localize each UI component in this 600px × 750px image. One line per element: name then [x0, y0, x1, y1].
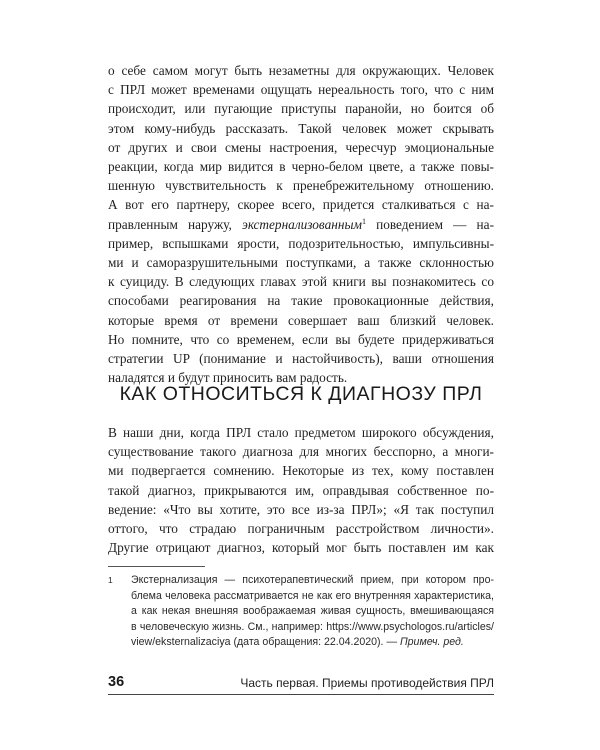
text-line: наладятся и будут приносить вам радость. — [108, 370, 348, 386]
section-heading: КАК ОТНОСИТЬСЯ К ДИАГНОЗУ ПРЛ — [119, 383, 483, 405]
text-line-with-footnote-ref — [108, 215, 494, 234]
running-title: Часть первая. Приемы противодействия ПРЛ — [240, 676, 494, 690]
text-line: В наши дни, когда ПРЛ стало предметом широкого обсуждения, — [108, 425, 494, 440]
footnote-mark: 1 — [108, 575, 113, 585]
text-line: существование такого диагноза для многих бесспорно, а многи- — [108, 444, 494, 460]
text-line: о себе самом могут быть незаметны для окружающих. Человек — [108, 63, 494, 78]
text-fragment: правленным наружу, — [108, 216, 242, 232]
footnote-line: Экстернализация — психотерапевтический прием, при котором про- — [131, 574, 494, 586]
footnote-reference: 1 — [361, 216, 366, 226]
body-paragraph-1 — [108, 61, 494, 387]
editor-note: Примеч. ред. — [399, 636, 464, 649]
body-paragraph-2 — [108, 423, 494, 557]
text-line: стратегии UP (понимание и настойчивость), ваши отношения — [108, 351, 494, 367]
text-fragment: поведением — на- — [365, 216, 495, 232]
text-line: Но помните, что со временем, если вы будете придерживаться — [108, 331, 494, 347]
text-line: ведение: «Что вы хотите, это все из-за ПРЛ»; «Я так поступил — [108, 501, 494, 517]
text-line: этом кому-нибудь рассказать. Такой человек может скрывать — [108, 120, 494, 136]
footnote-line: а как некая внешняя воображаемая живая сущность, вмешивающаяся — [131, 605, 494, 618]
text-line: А вот его партнеру, скорее всего, придется сталкиваться с на- — [108, 197, 494, 213]
text-line: к суициду. В следующих главах этой книги вы познакомитесь со — [108, 274, 494, 290]
emphasized-term: экстернализованным — [241, 216, 362, 232]
text-line: шенную чувствительность к пренебрежительному отношению. — [108, 178, 494, 194]
footnote-fragment: view/eksternalizaciya (дата обращения: 22.04.2020). — — [131, 636, 400, 649]
page-number: 36 — [108, 674, 125, 690]
footnote-line: в человеческую жизнь. См., например: https://www.psychologos.ru/articles/ — [131, 620, 494, 633]
text-line: способами реагирования на такие провокационные действия, — [108, 293, 494, 309]
text-line: пример, вспышками ярости, подозрительностью, импульсивны- — [108, 235, 494, 251]
text-line: с ПРЛ может временами ощущать нереальность того, что с ним — [108, 82, 494, 98]
text-line: происходит, или пугающие приступы паранойи, но боится об — [108, 101, 494, 117]
footnote-line — [108, 635, 494, 651]
text-line: ми подвергается сомнению. Некоторые из тех, кому поставлен — [108, 463, 494, 479]
text-line: ми и саморазрушительными поступками, а также склонностью — [108, 255, 494, 271]
footnote-separator — [108, 566, 205, 567]
footnote — [108, 573, 494, 651]
text-line: такой диагноз, прикрываются им, оправдывая собственное по- — [108, 482, 494, 498]
footnote-line: блема человека рассматривается не как его внутренняя характеристика, — [131, 589, 494, 602]
text-line: от других и свои смены настроения, чересчур эмоциональные — [108, 139, 494, 155]
footer-rule — [108, 694, 494, 695]
text-line: оттого, что страдаю пограничным расстройством личности». — [108, 521, 494, 537]
text-line: реакции, когда мир видится в черно-белом цвете, а также повы- — [108, 159, 494, 175]
text-line: Другие отрицают диагноз, который мог быть поставлен им как — [108, 540, 494, 556]
text-line: которые время от времени совершает ваш близкий человек. — [108, 312, 494, 328]
